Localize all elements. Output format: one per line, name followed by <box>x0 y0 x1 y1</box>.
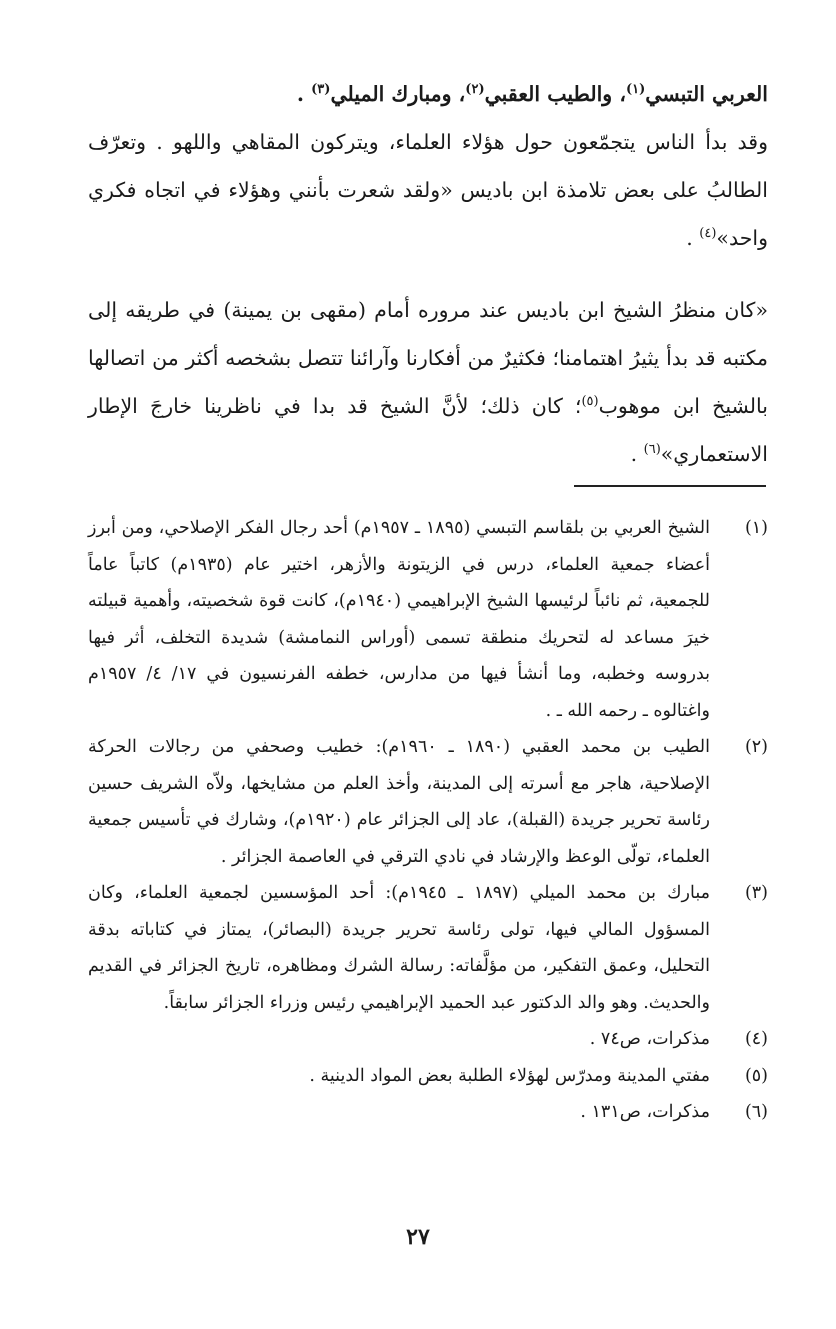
lead-line <box>88 70 768 118</box>
footnote-number: (١) <box>744 518 768 538</box>
footnote-ref-4[interactable]: (٤) <box>699 226 717 241</box>
footnote-item <box>88 875 768 1021</box>
footnote-item <box>88 729 768 875</box>
paragraph-2-text-a: «كان منظرُ الشيخ ابن باديس عند مروره أمام (مقهى بن يمينة) في طريقه إلى مكتبه قد بدأ يثيرُ اهتمامنا؛ فكثيرٌ من أفكارنا وآرائنا تتصل بشخصه أكثر من اتصالها بالشيخ ابن موهوب <box>88 298 768 418</box>
footnote-number: (٢) <box>744 737 768 757</box>
footnote-text: مفتي المدينة ومدرّس لهؤلاء الطلبة بعض المواد الدينية . <box>309 1065 710 1086</box>
main-text <box>88 70 768 478</box>
footnote-number: (٦) <box>744 1102 768 1122</box>
paragraph-2-text-b: ؛ كان ذلك؛ لأنَّ الشيخ قد بدا في ناظرينا خارجَ الإطار الاستعماري» <box>88 394 768 466</box>
footnotes <box>88 510 768 1131</box>
name-tebessi: العربي التبسي <box>645 82 768 106</box>
footnote-text: مذكرات، ص١٣١ . <box>580 1102 710 1122</box>
footnote-item <box>88 1058 768 1095</box>
footnote-number: (٥) <box>744 1065 768 1086</box>
footnote-number: (٣) <box>744 883 768 903</box>
footnote-item <box>88 1021 768 1058</box>
footnote-ref-2[interactable]: (٢) <box>465 82 485 97</box>
paragraph-1 <box>88 118 768 262</box>
footnote-separator <box>574 485 766 487</box>
footnote-item <box>88 510 768 729</box>
footnote-number: (٤) <box>744 1029 768 1049</box>
paragraph-1-text: وقد بدأ الناس يتجمّعون حول هؤلاء العلماء، ويتركون المقاهي واللهو . وتعرّف الطالبُ على بعض تلامذة ابن باديس «ولقد شعرت بأنني وهؤلاء في اتجاه فكري واحد» <box>88 130 768 250</box>
footnote-ref-3[interactable]: (٣) <box>311 82 331 97</box>
name-mili: ، ومبارك الميلي <box>330 82 466 106</box>
footnote-text: مبارك بن محمد الميلي (١٨٩٧ ـ ١٩٤٥م): أحد المؤسسين لجمعية العلماء، وكان المسؤول المالي فيها، تولى رئاسة تحرير جريدة (البصائر)، يمتاز في كتاباته بدقة التحليل، وعمق التفكير، من مؤلَّفاته: رسالة الشرك ومظاهره، تاريخ الجزائر في القديم والحديث. وهو والد الدكتور عبد الحميد الإبراهيمي رئيس وزراء الجزائر سابقاً. <box>88 883 710 1013</box>
paragraph-2-end: . <box>630 442 644 466</box>
page-number: ٢٧ <box>406 1224 430 1250</box>
footnote-ref-5[interactable]: (٥) <box>581 394 599 409</box>
footnote-ref-1[interactable]: (١) <box>625 82 646 97</box>
footnote-ref-6[interactable]: (٦) <box>643 442 661 457</box>
footnote-item <box>88 1094 768 1131</box>
footnote-text: الشيخ العربي بن بلقاسم التبسي (١٨٩٥ ـ ١٩٥٧م) أحد رجال الفكر الإصلاحي، ومن أبرز أعضاء جمعية العلماء، درس في الزيتونة والأزهر، اختير عام (١٩٣٥م) كاتباً عاماً للجمعية، ثم نائباً لرئيسها الشيخ الإبراهيمي (١٩٤٠م)، كانت قوة شخصيته، وأهمية قبيلته خيرَ مساعد له لتحريك منطقة تسمى (أوراس النمامشة) شديدة التخلف، أثر فيها بدروسه وخطبه، وما أنشأ فيها من مدارس، خطفه الفرنسيون في ١٧/ ٤/ ١٩٥٧م واغتالوه ـ رحمه الله ـ . <box>88 518 710 721</box>
footnote-text: مذكرات، ص٧٤ . <box>589 1029 710 1049</box>
paragraph-2 <box>88 286 768 478</box>
footnote-text: الطيب بن محمد العقبي (١٨٩٠ ـ ١٩٦٠م): خطيب وصحفي من رجالات الحركة الإصلاحية، هاجر مع أسرته إلى المدينة، وأخذ العلم من مشايخها، ولاّه الشريف حسين رئاسة تحرير جريدة (القبلة)، عاد إلى الجزائر عام (١٩٢٠م)، وشارك في تأسيس جمعية العلماء، تولّى الوعظ والإرشاد في نادي الترقي في العاصمة الجزائر . <box>88 737 710 867</box>
name-okbi: ، والطيب العقبي <box>484 82 626 106</box>
paragraph-1-end: . <box>686 226 700 250</box>
lead-end: . <box>296 82 312 106</box>
